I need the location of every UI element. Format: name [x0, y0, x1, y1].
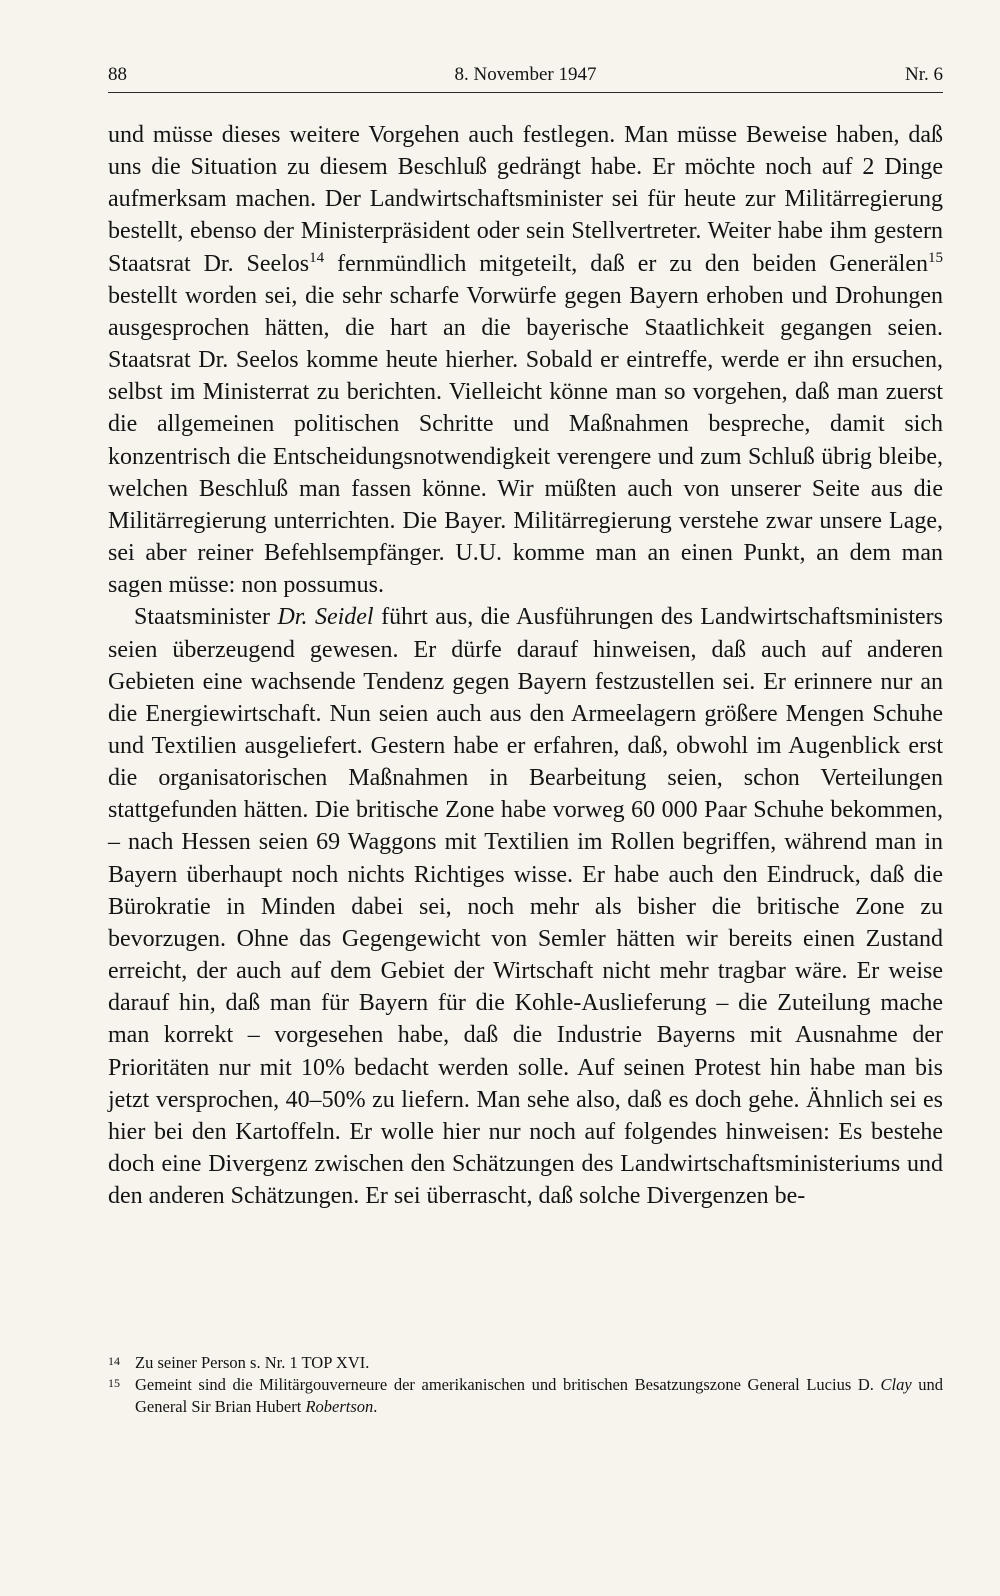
paragraph-1-text-a: und müsse dieses weitere Vorgehen auch festlegen. Man müsse Beweise haben, daß uns die Situation zu diesem Beschluß gedrängt habe. Er möchte noch auf 2 Dinge aufmerksam machen. Der Landwirtschaftsminister sei für heute zur Militärregierung bestellt, ebenso der Ministerpräsident oder sein Stellvertreter. Weiter habe ihm gestern Staatsrat Dr. Seelos	[108, 122, 943, 277]
speaker-name: Dr. Seidel	[277, 604, 374, 631]
paragraph-1-text-c: bestellt worden sei, die sehr scharfe Vorwürfe gegen Bayern erhoben und Drohungen ausgesprochen hätten, die hart an die bayerische Staatlichkeit gegangen seien. Staatsrat Dr. Seelos komme heute hierher. Sobald er eintreffe, werde er ihn ersuchen, selbst im Ministerrat zu berichten. Vielleicht könne man so vorgehen, daß man zuerst die allgemeinen politischen Schritte und Maßnahmen bespreche, damit sich konzentrisch die Entscheidungsnotwendigkeit verengere und zum Schluß übrig bleibe, welchen Beschluß man fassen könne. Wir müßten auch von unserer Seite aus die Militärregierung unterrichten. Die Bayer. Militärregierung verstehe zwar unsere Lage, sei aber reiner Befehlsempfänger. U.U. komme man an einen Punkt, an dem man sagen müsse: non possumus.	[108, 282, 943, 599]
paragraph-2	[108, 601, 943, 1212]
running-header	[108, 58, 943, 93]
footnote-15	[108, 1374, 943, 1418]
paragraph-2-text-a: Staatsminister	[134, 604, 278, 631]
footnote-15-name-clay: Clay	[880, 1375, 912, 1394]
header-date: 8. November 1947	[454, 64, 597, 85]
main-text	[108, 119, 943, 1212]
footnotes	[108, 1352, 943, 1418]
footnote-15-text-c: .	[373, 1397, 378, 1416]
paragraph-2-text-b: führt aus, die Ausführungen des Landwirtschaftsministers seien überzeugend gewesen. Er dürfe darauf hinweisen, daß auch auf anderen Gebieten eine wachsende Tendenz gegen Bayern festzustellen sei. Er erinnere nur an die Energiewirtschaft. Nun seien auch aus den Armeelagern größere Mengen Schuhe und Textilien ausgeliefert. Gestern habe er erfahren, daß, obwohl im Augenblick erst die organisatorischen Maßnahmen in Bearbeitung seien, schon Verteilungen stattgefunden hätten. Die britische Zone habe vorweg 60 000 Paar Schuhe bekommen, – nach Hessen seien 69 Waggons mit Textilien im Rollen begriffen, während man in Bayern überhaupt noch nichts Richtiges wisse. Er habe auch den Eindruck, daß die Bürokratie in Minden dabei sei, noch mehr als bisher die britische Zone zu bevorzugen. Ohne das Gegengewicht von Semler hätten wir bereits einen Zustand erreicht, der auch auf dem Gebiet der Wirtschaft nicht mehr tragbar wäre. Er weise darauf hin, daß man für Bayern für die Kohle-Auslieferung – die Zuteilung mache man korrekt – vorgesehen habe, daß die Industrie Bayerns mit Ausnahme der Prioritäten nur mit 10% bedacht werden solle. Auf seinen Protest hin habe man bis jetzt versprochen, 40–50% zu liefern. Man sehe also, daß es doch gehe. Ähnlich sei es hier bei den Kartoffeln. Er wolle hier nur noch auf folgendes hinweisen: Es bestehe doch eine Divergenz zwischen den Schätzungen des Landwirtschaftsministeriums und den anderen Schätzungen. Er sei überrascht, daß solche Divergenzen be-	[108, 604, 944, 1210]
footnote-15-text-b: und General Sir Brian Hubert	[135, 1375, 943, 1416]
footnote-14-text: Zu seiner Person s. Nr. 1 TOP XVI.	[135, 1353, 370, 1372]
footnote-15-text-a: Gemeint sind die Militärgouverneure der amerikanischen und britischen Besatzungszone General Lucius D.	[135, 1375, 881, 1394]
paragraph-1	[108, 119, 943, 601]
footnote-ref-15: 15	[928, 249, 943, 266]
footnote-14-number: 14	[108, 1354, 120, 1368]
footnote-15-name-robertson: Robertson	[305, 1397, 374, 1416]
page-number: 88	[108, 64, 127, 85]
footnote-ref-14: 14	[309, 249, 325, 266]
paragraph-1-text-b: fernmündlich mitgeteilt, daß er zu den beiden Generälen	[324, 250, 928, 277]
footnote-14	[108, 1352, 943, 1374]
header-issue-number: Nr. 6	[905, 64, 943, 85]
footnote-15-number: 15	[108, 1376, 120, 1390]
